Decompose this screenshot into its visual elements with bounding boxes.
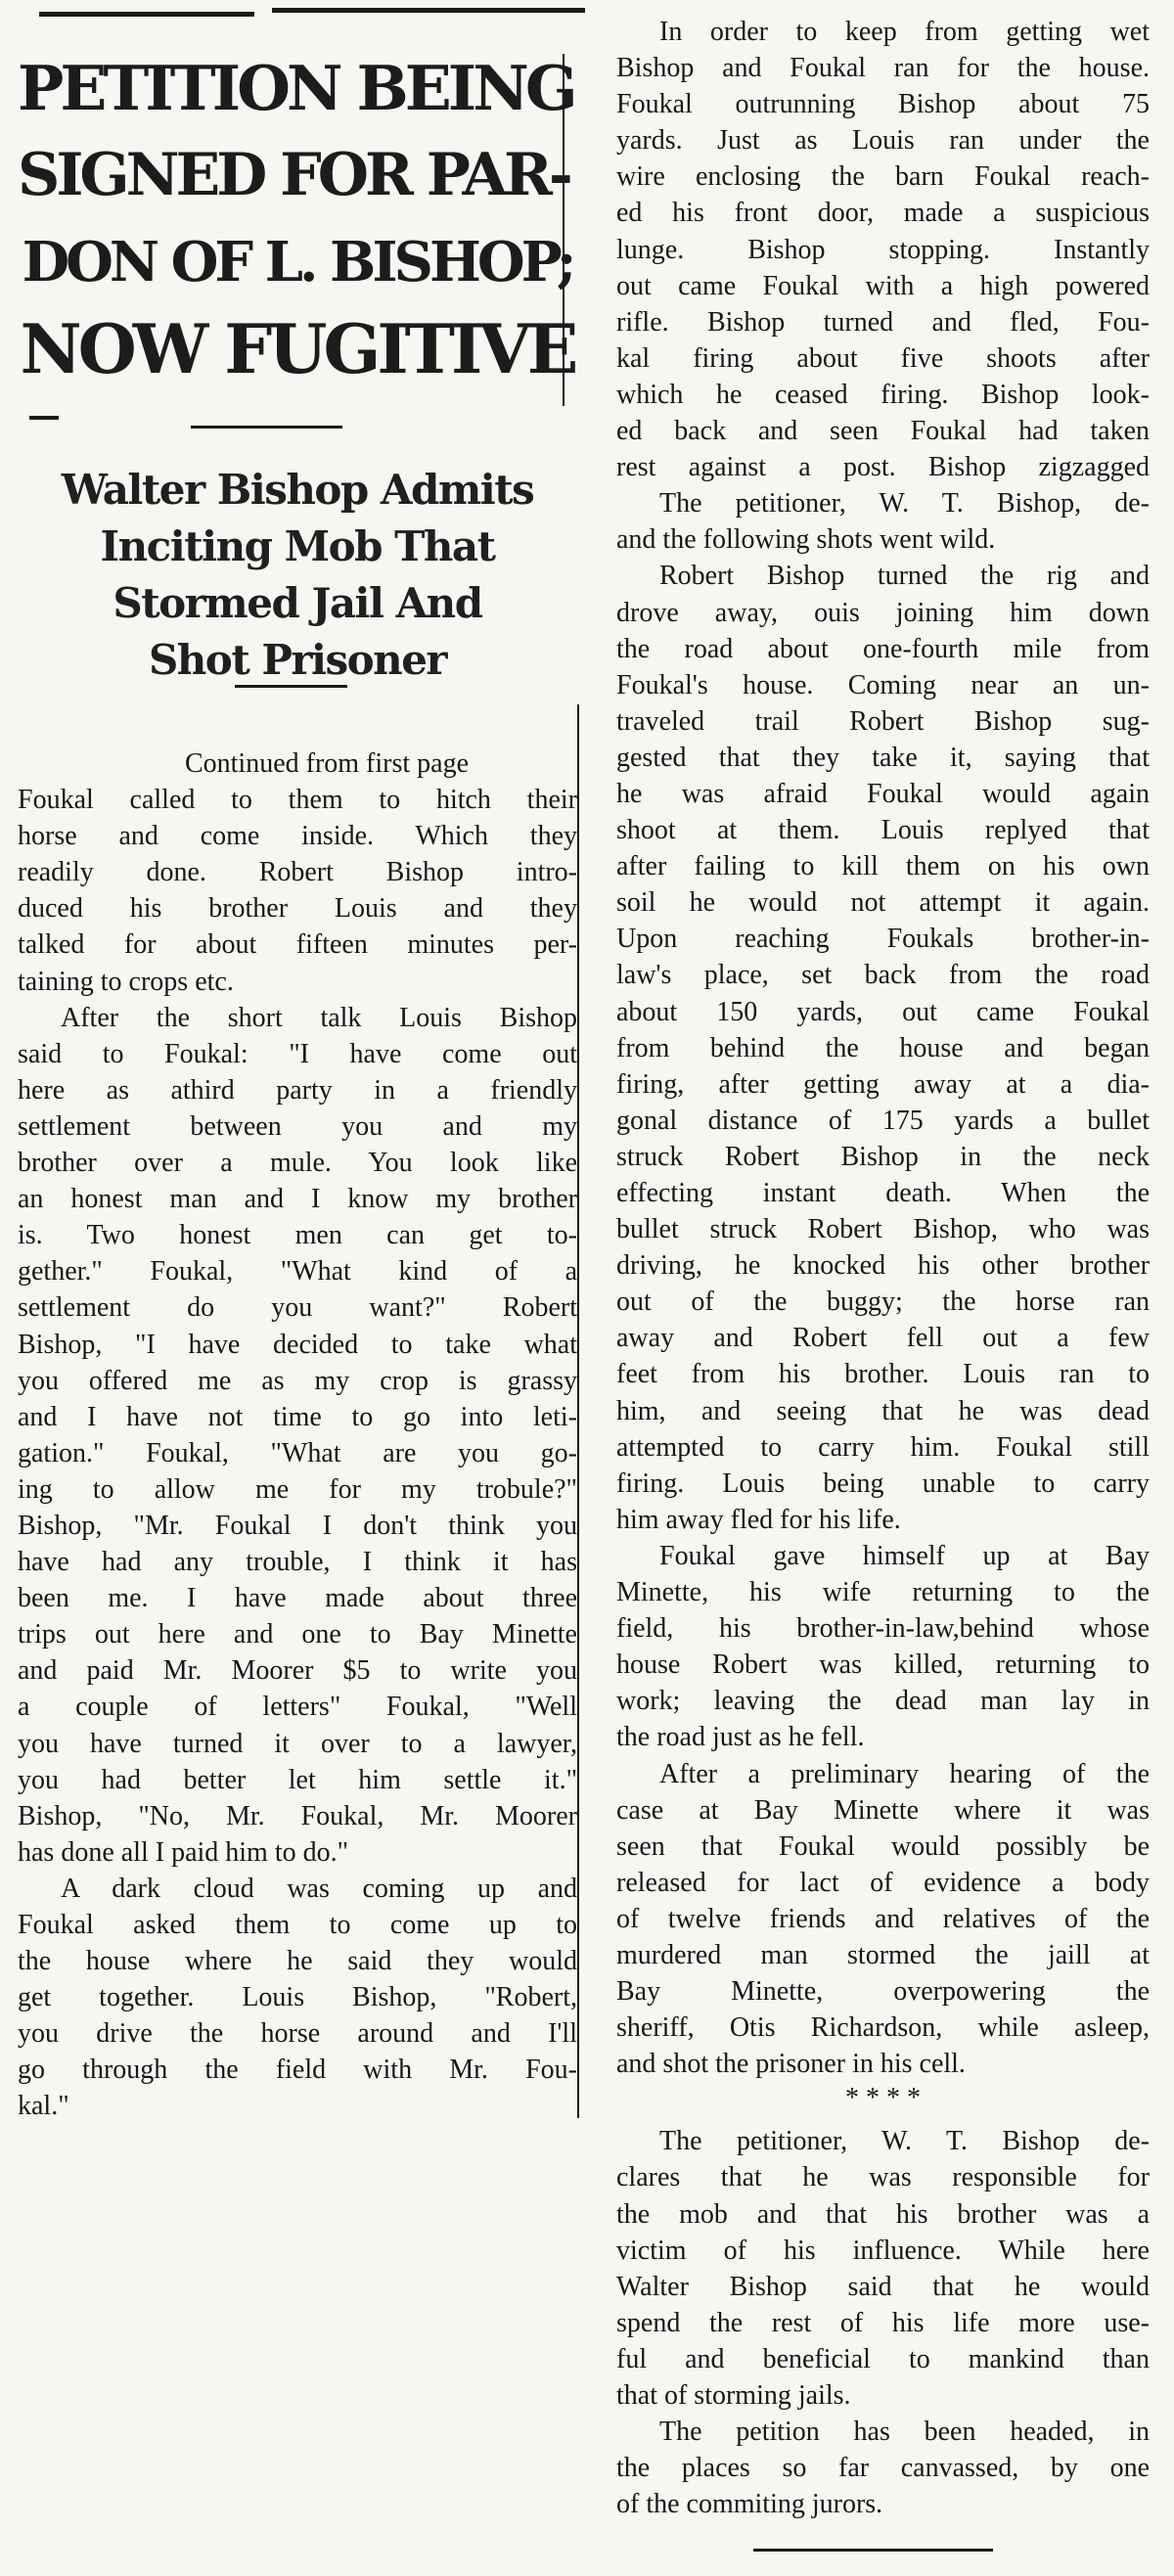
body-line: is. Two honest men can get to- (18, 1220, 577, 1251)
body-line: Upon reaching Foukals brother-in- (616, 924, 1150, 955)
headline-line: SIGNED FOR PAR- (18, 141, 569, 209)
body-line: about 150 yards, out came Foukal (616, 996, 1150, 1027)
left-body-text (18, 746, 577, 2125)
body-line: seen that Foukal would possibly be (616, 1830, 1150, 1862)
body-line: lunge. Bishop stopping. Instantly (616, 234, 1150, 265)
body-line: trips out here and one to Bay Minette (18, 1619, 577, 1650)
right-body-text (616, 14, 1150, 2522)
body-line: feet from his brother. Louis ran to (616, 1359, 1150, 1390)
subhead-line: Stormed Jail And (113, 579, 482, 627)
body-line: case at Bay Minette where it was (616, 1794, 1150, 1826)
body-line: settlement do you want?" Robert (18, 1292, 577, 1324)
top-rule (39, 12, 254, 17)
body-line: house Robert was killed, returning to (616, 1650, 1150, 1681)
body-line: after failing to kill them on his own (616, 851, 1150, 882)
subhead (18, 462, 577, 689)
body-line: Robert Bishop turned the rig and (659, 561, 1150, 592)
body-line: settlement between you and my (18, 1110, 577, 1142)
top-rule-right (272, 8, 585, 13)
body-line: field, his brother-in-law,behind whose (616, 1613, 1150, 1645)
body-line: After a preliminary hearing of the (659, 1758, 1150, 1789)
body-line: Bishop, "I have decided to take what (18, 1329, 577, 1360)
body-line: A dark cloud was coming up and (61, 1873, 577, 1904)
right-column (616, 14, 1150, 2522)
body-line: horse and come inside. Which they (18, 821, 577, 852)
body-line: Walter Bishop said that he would (616, 2271, 1150, 2302)
body-line: The petitioner, W. T. Bishop, de- (659, 488, 1150, 520)
body-line: effecting instant death. When the (616, 1178, 1150, 1208)
body-line: a couple of letters" Foukal, "Well (18, 1692, 577, 1723)
body-line: sheriff, Otis Richardson, while asleep, (616, 2012, 1150, 2044)
continued-note: Continued from first page (184, 748, 470, 779)
body-line: rifle. Bishop turned and fled, Fou- (616, 306, 1150, 338)
headline-line: NOW FUGITIVE (20, 310, 575, 389)
headline-line: PETITION BEING (18, 52, 574, 124)
body-line: and I have not time to go into leti- (18, 1401, 577, 1432)
body-line: firing, after getting away at a dia- (616, 1068, 1150, 1100)
body-line: away and Robert fell out a few (616, 1323, 1150, 1354)
body-line: drove away, ouis joining him down (616, 597, 1150, 628)
subhead-line: Shot Prisoner (148, 636, 447, 684)
body-line: Bishop, "No, Mr. Foukal, Mr. Moorer (18, 1800, 577, 1831)
body-line: The petitioner, W. T. Bishop de- (659, 2126, 1150, 2157)
body-line: After the short talk Louis Bishop (61, 1002, 577, 1033)
body-line: attempted to carry him. Foukal still (616, 1431, 1150, 1463)
body-line: you drive the horse around and I'll (18, 2018, 577, 2050)
body-line: duced his brother Louis and they (18, 893, 577, 925)
body-line: gested that they take it, saying that (616, 742, 1150, 773)
body-line: The petition has been headed, in (659, 2417, 1150, 2448)
body-line: the house where he said they would (18, 1946, 577, 1977)
left-column (18, 45, 577, 2125)
body-line: that of storming jails. (616, 2380, 851, 2411)
body-line: has done all I paid him to do." (18, 1836, 349, 1868)
body-line: out of the buggy; the horse ran (616, 1287, 1150, 1318)
body-line: kal firing about five shoots after (616, 342, 1150, 374)
body-line: been me. I have made about three (18, 1583, 577, 1614)
body-line: you had better let him settle it." (18, 1764, 577, 1795)
body-line: the road just as he fell. (616, 1722, 865, 1753)
body-line: murdered man stormed the jaill at (616, 1939, 1150, 1970)
body-line: clares that he was responsible for (616, 2162, 1150, 2193)
body-line: here as athird party in a friendly (18, 1074, 577, 1106)
body-line: the road about one-fourth mile from (616, 633, 1150, 664)
body-line: shoot at them. Louis replyed that (616, 815, 1150, 846)
subhead-line: Walter Bishop Admits (61, 466, 534, 514)
body-line: of the commiting jurors. (616, 2489, 883, 2520)
subhead-line: Inciting Mob That (100, 522, 495, 570)
body-line: go through the field with Mr. Fou- (18, 2055, 577, 2086)
body-line: gether." Foukal, "What kind of a (18, 1256, 577, 1288)
body-line: spend the rest of his life more use- (616, 2307, 1150, 2338)
headline-line: DON OF L. BISHOP; (22, 230, 573, 294)
body-line: which he ceased firing. Bishop look- (616, 379, 1150, 410)
body-line: him away fled for his life. (616, 1504, 901, 1535)
body-line: said to Foukal: "I have come out (18, 1038, 577, 1069)
body-line: traveled trail Robert Bishop sug- (616, 705, 1150, 737)
body-line: have had any trouble, I think it has (18, 1547, 577, 1578)
body-line: Bay Minette, overpowering the (616, 1976, 1150, 2008)
body-line: him, and seeing that he was dead (616, 1395, 1150, 1426)
body-line: In order to keep from getting wet (659, 17, 1150, 47)
body-line: released for lact of evidence a body (616, 1867, 1150, 1898)
headline (18, 45, 577, 393)
body-line: rest against a post. Bishop zigzagged (616, 452, 1150, 483)
body-line: gation." Foukal, "What are you go- (18, 1437, 577, 1469)
end-rule (753, 2549, 993, 2552)
body-line: the places so far canvassed, by one (616, 2453, 1150, 2484)
body-line: ed his front door, made a suspicious (616, 198, 1150, 229)
body-line: ing to allow me for my trobule?" (18, 1473, 577, 1505)
body-line: of twelve friends and relatives of the (616, 1903, 1150, 1934)
body-line: ful and beneficial to mankind than (616, 2343, 1150, 2374)
body-line: bullet struck Robert Bishop, who was (616, 1214, 1150, 1245)
body-line: the mob and that his brother was a (616, 2198, 1150, 2230)
body-line: he was afraid Foukal would again (616, 778, 1150, 809)
body-line: Bishop, "Mr. Foukal I don't think you (18, 1510, 577, 1541)
body-line: yards. Just as Louis ran under the (616, 125, 1150, 157)
body-line: firing. Louis being unable to carry (616, 1468, 1150, 1499)
body-line: and shot the prisoner in his cell. (616, 2049, 966, 2080)
body-line: taining to crops etc. (18, 966, 234, 997)
body-line: Foukal asked them to come up to (18, 1910, 577, 1940)
body-line: driving, he knocked his other brother (616, 1250, 1150, 1282)
body-line: work; leaving the dead man lay in (616, 1686, 1150, 1717)
body-line: Minette, his wife returning to the (616, 1577, 1150, 1608)
body-line: brother over a mule. You look like (18, 1148, 577, 1179)
body-line: you offered me as my crop is grassy (18, 1365, 577, 1396)
column-divider (577, 704, 579, 2118)
body-line: Foukal outrunning Bishop about 75 (616, 89, 1150, 120)
body-line: from behind the house and began (616, 1032, 1150, 1063)
section-break-stars: * * * * (845, 2083, 921, 2114)
body-line: kal." (18, 2091, 69, 2122)
body-line: and paid Mr. Moorer $5 to write you (18, 1655, 577, 1687)
body-line: an honest man and I know my brother (18, 1184, 577, 1215)
body-line: out came Foukal with a high powered (616, 270, 1150, 301)
body-line: wire enclosing the barn Foukal reach- (616, 161, 1150, 193)
body-line: get together. Louis Bishop, "Robert, (18, 1982, 577, 2013)
body-line: law's place, set back from the road (616, 960, 1150, 991)
body-line: soil he would not attempt it again. (616, 887, 1150, 919)
body-line: struck Robert Bishop in the neck (616, 1141, 1150, 1172)
body-line: talked for about fifteen minutes per- (18, 929, 577, 961)
body-line: and the following shots went wild. (616, 524, 996, 556)
body-line: Bishop and Foukal ran for the house. (616, 53, 1150, 84)
body-line: readily done. Robert Bishop intro- (18, 857, 577, 888)
body-line: victim of his influence. While here (616, 2235, 1150, 2266)
body-line: gonal distance of 175 yards a bullet (616, 1105, 1150, 1136)
body-line: Foukal gave himself up at Bay (659, 1540, 1150, 1571)
body-line: Foukal's house. Coming near an un- (616, 669, 1150, 700)
body-line: you have turned it over to a lawyer, (18, 1728, 577, 1759)
body-line: Foukal called to them to hitch their (18, 785, 577, 816)
body-line: ed back and seen Foukal had taken (616, 416, 1150, 447)
